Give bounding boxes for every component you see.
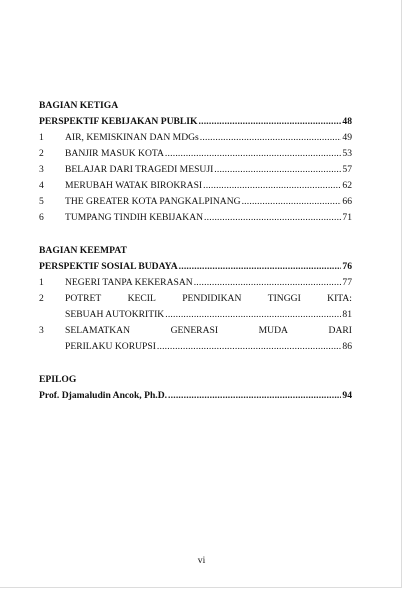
- entry-title-word: SELAMATKAN: [65, 325, 131, 336]
- dot-leader: [179, 259, 342, 275]
- page-number: 81: [342, 309, 352, 320]
- dot-leader: [165, 146, 341, 162]
- entry-number: 5: [39, 196, 44, 207]
- toc-entry[interactable]: [39, 210, 352, 226]
- dot-leader: [204, 210, 341, 226]
- page-number: 71: [342, 212, 352, 223]
- entry-number: 1: [39, 132, 44, 143]
- page-number: 48: [342, 116, 352, 127]
- entry-title-word: KECIL: [127, 293, 156, 304]
- toc-entry-line2[interactable]: [39, 307, 352, 323]
- toc-entry[interactable]: [39, 162, 352, 178]
- dot-leader: [214, 162, 341, 178]
- part3-heading: BAGIAN KETIGA: [39, 100, 119, 111]
- toc-entry-line1[interactable]: [39, 323, 352, 339]
- dot-leader: [168, 388, 341, 404]
- part3-subtitle: PERSPEKTIF KEBIJAKAN PUBLIK: [39, 116, 198, 127]
- entry-number: 4: [39, 180, 44, 191]
- dot-leader: [194, 275, 342, 291]
- dot-leader: [242, 194, 342, 210]
- epilog-heading: EPILOG: [39, 374, 77, 385]
- page-number: 94: [342, 390, 352, 401]
- page-folio: vi: [197, 555, 206, 566]
- section-gap: [39, 355, 352, 372]
- toc-entry[interactable]: [39, 146, 352, 162]
- page-number: 77: [342, 277, 352, 288]
- entry-title: NEGERI TANPA KEKERASAN: [65, 277, 193, 288]
- page-number: 53: [342, 148, 352, 159]
- epilog-row[interactable]: [39, 388, 352, 404]
- entry-title-word: PENDIDIKAN: [182, 293, 242, 304]
- part4-heading: BAGIAN KEEMPAT: [39, 245, 127, 256]
- entry-title: BANJIR MASUK KOTA: [65, 148, 164, 159]
- epilog-author: Prof. Djamaludin Ancok, Ph.D.: [39, 390, 168, 401]
- entry-number: 3: [39, 325, 44, 336]
- dot-leader: [200, 130, 342, 146]
- part4-subtitle: PERSPEKTIF SOSIAL BUDAYA: [39, 261, 178, 272]
- entry-title-line2: PERILAKU KORUPSI: [65, 341, 156, 352]
- page-number: 49: [342, 132, 352, 143]
- part3-subtitle-row[interactable]: [39, 114, 352, 130]
- entry-title: AIR, KEMISKINAN DAN MDGs: [65, 132, 199, 143]
- page-number: 66: [342, 196, 352, 207]
- page-number: 57: [342, 164, 352, 175]
- toc-entry[interactable]: [39, 130, 352, 146]
- entry-title-word: KITA:: [327, 293, 352, 304]
- toc-entry-line1[interactable]: [39, 291, 352, 307]
- entry-title: TUMPANG TINDIH KEBIJAKAN: [65, 212, 204, 223]
- section-gap: [39, 226, 352, 243]
- entry-title-word: DARI: [328, 325, 352, 336]
- entry-title-word: POTRET: [65, 293, 102, 304]
- toc-entry-line2[interactable]: [39, 339, 352, 355]
- dot-leader: [157, 339, 342, 355]
- dot-leader: [203, 178, 341, 194]
- entry-title: THE GREATER KOTA PANGKALPINANG: [65, 196, 241, 207]
- entry-number: 6: [39, 212, 44, 223]
- entry-title-word: TINGGI: [267, 293, 301, 304]
- entry-title-line1: [65, 323, 352, 339]
- page-number: 62: [342, 180, 352, 191]
- dot-leader: [199, 114, 342, 130]
- entry-number: 3: [39, 164, 44, 175]
- page-number: 76: [342, 261, 352, 272]
- toc-entry[interactable]: [39, 194, 352, 210]
- page-number: 86: [342, 341, 352, 352]
- entry-title: BELAJAR DARI TRAGEDI MESUJI: [65, 164, 214, 175]
- dot-leader: [165, 307, 341, 323]
- table-of-contents: [39, 98, 352, 404]
- entry-title: MERUBAH WATAK BIROKRASI: [65, 180, 203, 191]
- entry-number: 1: [39, 277, 44, 288]
- toc-entry[interactable]: [39, 275, 352, 291]
- entry-title-line1: [65, 291, 352, 307]
- part4-subtitle-row[interactable]: [39, 259, 352, 275]
- entry-title-line2: SEBUAH AUTOKRITIK: [65, 309, 165, 320]
- entry-title-word: MUDA: [258, 325, 288, 336]
- entry-title-word: GENERASI: [170, 325, 219, 336]
- entry-number: 2: [39, 293, 44, 304]
- entry-number: 2: [39, 148, 44, 159]
- toc-entry[interactable]: [39, 178, 352, 194]
